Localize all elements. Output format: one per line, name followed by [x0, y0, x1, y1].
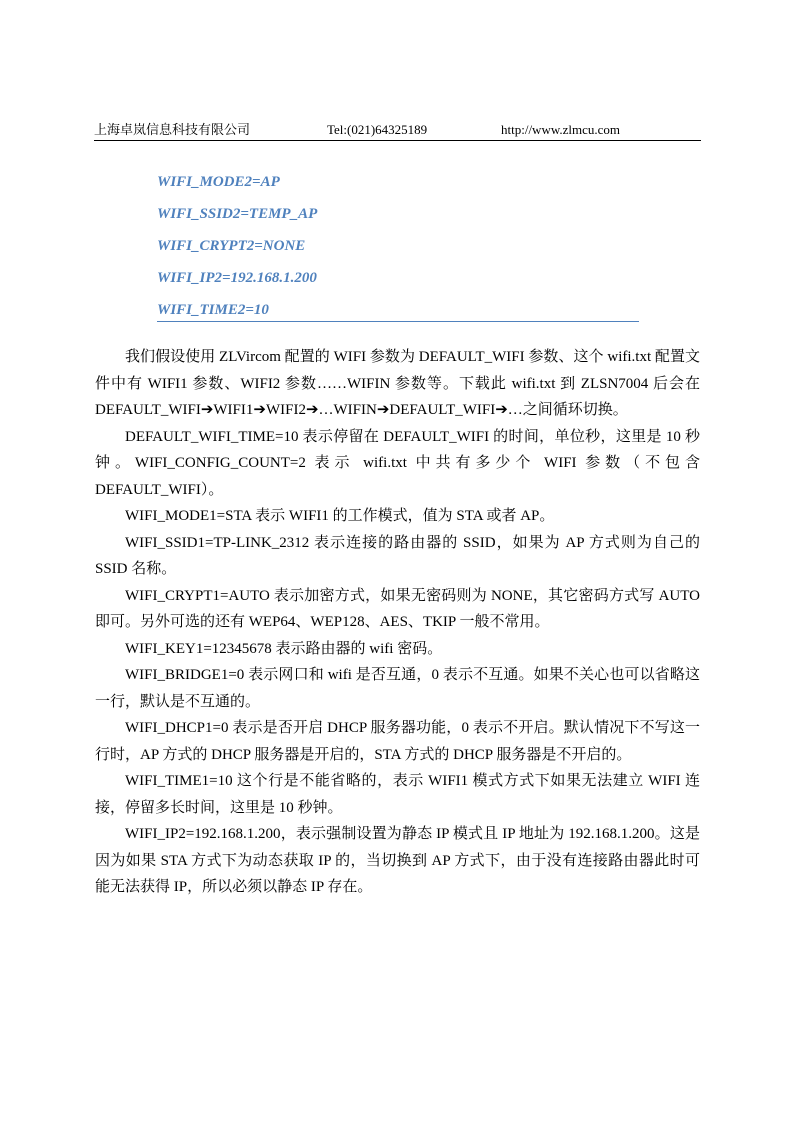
body-paragraph: WIFI_TIME1=10 这个行是不能省略的，表示 WIFI1 模式方式下如果无法建立 WIFI 连接，停留多长时间，这里是 10 秒钟。 [95, 773, 700, 816]
config-line: WIFI_TIME2=10 [157, 302, 269, 318]
header-website-url: http://www.zlmcu.com [501, 122, 621, 137]
document-body [95, 344, 700, 901]
config-line: WIFI_SSID2=TEMP_AP [157, 206, 318, 222]
body-paragraph: WIFI_CRYPT1=AUTO 表示加密方式，如果无密码则为 NONE，其它密码方式写 AUTO 即可。另外可选的还有 WEP64、WEP128、AES、TKIP 一般不常用。 [95, 587, 700, 630]
body-paragraph: WIFI_DHCP1=0 表示是否开启 DHCP 服务器功能，0 表示不开启。默认情况下不写这一行时，AP 方式的 DHCP 服务器是开启的，STA 方式的 DHCP 服务器是不开启的。 [95, 720, 700, 763]
body-paragraph: 我们假设使用 ZLVircom 配置的 WIFI 参数为 DEFAULT_WIFI 参数、这个 wifi.txt 配置文件中有 WIFI1 参数、WIFI2 参数……WIFIN 参数等。下载此 wifi.txt 到 ZLSN7004 后会在 DEFAULT_WIFI➔WIFI1➔WIFI2➔…WIFIN➔DEFAULT_WIFI➔…之间循环切换。 [95, 349, 700, 418]
page-header [94, 121, 700, 139]
config-code-block [157, 166, 639, 326]
header-telephone: Tel:(021)64325189 [327, 122, 428, 137]
config-block-divider [157, 321, 639, 322]
body-paragraph: WIFI_BRIDGE1=0 表示网口和 wifi 是否互通，0 表示不互通。如果不关心也可以省略这一行，默认是不互通的。 [95, 667, 700, 710]
config-line: WIFI_IP2=192.168.1.200 [157, 270, 317, 286]
body-paragraph: WIFI_SSID1=TP-LINK_2312 表示连接的路由器的 SSID，如果为 AP 方式则为自己的 SSID 名称。 [95, 534, 700, 577]
config-line: WIFI_CRYPT2=NONE [157, 238, 306, 254]
body-paragraph: WIFI_MODE1=STA 表示 WIFI1 的工作模式，值为 STA 或者 AP。 [125, 508, 555, 524]
header-company-name: 上海卓岚信息科技有限公司 [94, 122, 251, 137]
header-divider [94, 140, 701, 141]
config-line: WIFI_MODE2=AP [157, 174, 280, 190]
body-paragraph: DEFAULT_WIFI_TIME=10 表示停留在 DEFAULT_WIFI 的时间，单位秒，这里是 10 秒钟。WIFI_CONFIG_COUNT=2 表示 wifi.txt 中共有多少个 WIFI 参数（不包含 DEFAULT_WIFI）。 [95, 428, 700, 498]
body-paragraph: WIFI_IP2=192.168.1.200，表示强制设置为静态 IP 模式且 IP 地址为 192.168.1.200。这是因为如果 STA 方式下为动态获取 IP 的，当切换到 AP 方式下，由于没有连接路由器此时可能无法获得 IP，所以必须以静态 IP 存在。 [95, 826, 700, 895]
body-paragraph: WIFI_KEY1=12345678 表示路由器的 wifi 密码。 [125, 640, 443, 657]
